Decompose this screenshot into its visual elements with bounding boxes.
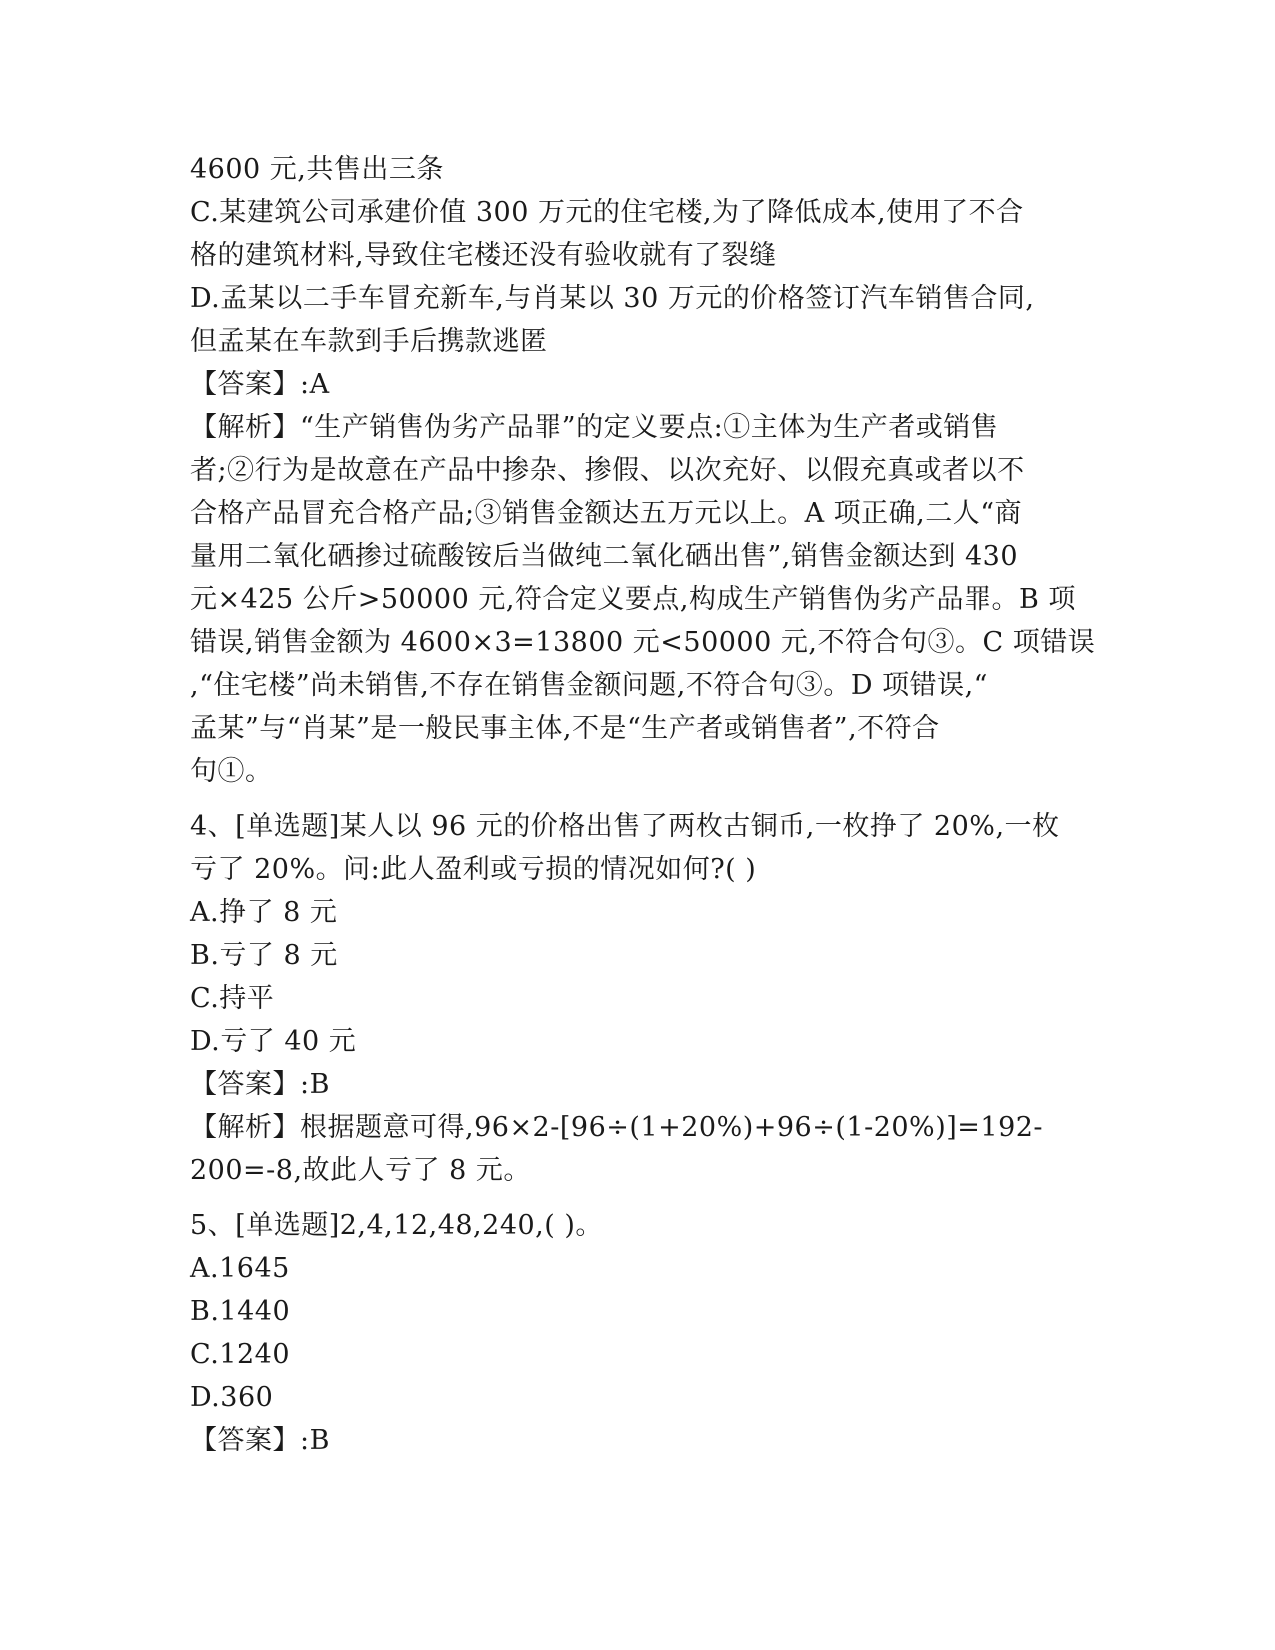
q4-analysis: 【解析】根据题意可得,96×2-[96÷(1+20%)+96÷(1-20%)]=192- — [190, 1112, 1044, 1143]
q3-analysis-line: 元×425 公斤>50000 元,符合定义要点,构成生产销售伪劣产品罪。B 项 — [190, 584, 1076, 615]
q4-analysis-cont: 200=-8,故此人亏了 8 元。 — [190, 1155, 531, 1186]
q4-option-d: D.亏了 40 元 — [190, 1026, 357, 1057]
question-spacer — [190, 1192, 1090, 1204]
q3-option-d: D.孟某以二手车冒充新车,与肖某以 30 万元的价格签订汽车销售合同, — [190, 283, 1035, 314]
q3-analysis-line: 合格产品冒充合格产品;③销售金额达五万元以上。A 项正确,二人“商 — [190, 498, 1023, 529]
document-page — [190, 148, 1096, 1462]
q4-option-c: C.持平 — [190, 983, 275, 1014]
q3-analysis-line: 句①。 — [190, 756, 273, 787]
q3-analysis-line: 量用二氧化硒掺过硫酸铵后当做纯二氧化硒出售”,销售金额达到 430 — [190, 541, 1019, 572]
question-spacer — [190, 793, 1090, 805]
q3-option-c: C.某建筑公司承建价值 300 万元的住宅楼,为了降低成本,使用了不合 — [190, 197, 1024, 228]
q3-option-c-cont: 格的建筑材料,导致住宅楼还没有验收就有了裂缝 — [190, 240, 777, 271]
q4-option-b: B.亏了 8 元 — [190, 940, 338, 971]
q3-analysis-line: 孟某”与“肖某”是一般民事主体,不是“生产者或销售者”,不符合 — [190, 713, 940, 744]
q3-option-b-continuation: 4600 元,共售出三条 — [190, 154, 444, 185]
q5-option-d: D.360 — [190, 1382, 274, 1413]
q3-analysis-line: 错误,销售金额为 4600×3=13800 元<50000 元,不符合句③。C 项错误 — [190, 627, 1096, 658]
q5-option-a: A.1645 — [190, 1253, 290, 1284]
q3-analysis-line: 【解析】“生产销售伪劣产品罪”的定义要点:①主体为生产者或销售 — [190, 412, 999, 443]
q4-stem: 4、[单选题]某人以 96 元的价格出售了两枚古铜币,一枚挣了 20%,一枚 — [190, 811, 1060, 842]
q4-answer: 【答案】:B — [190, 1069, 330, 1100]
q3-option-d-cont: 但孟某在车款到手后携款逃匿 — [190, 326, 548, 357]
q3-analysis-line: ,“住宅楼”尚未销售,不存在销售金额问题,不符合句③。D 项错误,“ — [190, 670, 988, 701]
q3-analysis-line: 者;②行为是故意在产品中掺杂、掺假、以次充好、以假充真或者以不 — [190, 455, 1025, 486]
q4-stem-cont: 亏了 20%。问:此人盈利或亏损的情况如何?( ) — [190, 854, 757, 885]
q5-answer: 【答案】:B — [190, 1425, 330, 1456]
q5-option-b: B.1440 — [190, 1296, 291, 1327]
q4-option-a: A.挣了 8 元 — [190, 897, 338, 928]
q5-stem: 5、[单选题]2,4,12,48,240,( )。 — [190, 1210, 603, 1241]
q3-answer: 【答案】:A — [190, 369, 330, 400]
q5-option-c: C.1240 — [190, 1339, 290, 1370]
